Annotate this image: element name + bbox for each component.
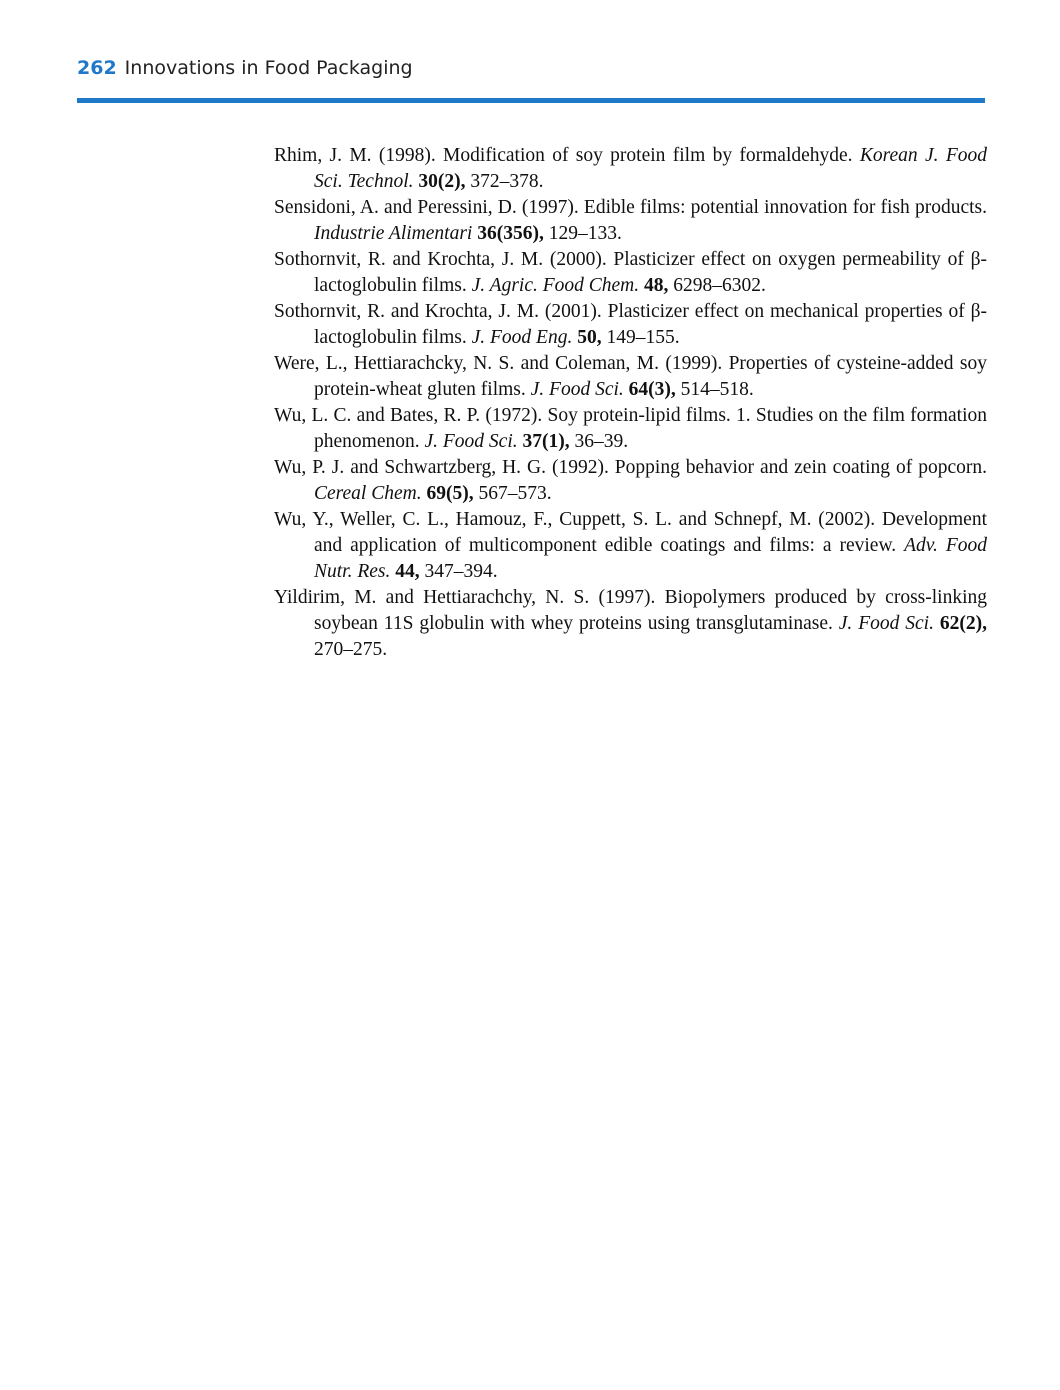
reference-item <box>274 403 987 455</box>
reference-pages: 567–573. <box>478 483 552 504</box>
reference-item <box>274 507 987 585</box>
running-head <box>77 57 413 79</box>
page-number: 262 <box>77 57 117 79</box>
reference-pages: 514–518. <box>680 379 754 400</box>
reference-volume: 44, <box>395 561 420 582</box>
reference-authors: Wu, Y., Weller, C. L., Hamouz, F., Cuppett, S. L. and Schnepf, M. (2002). Development and application of multicomponent edible coatings and films: a review. <box>274 509 987 556</box>
reference-volume: 64(3), <box>628 379 676 400</box>
running-title: Innovations in Food Packaging <box>124 57 413 79</box>
reference-volume: 48, <box>644 275 669 296</box>
reference-volume: 50, <box>577 327 602 348</box>
reference-item <box>274 247 987 299</box>
reference-authors: Sensidoni, A. and Peressini, D. (1997). Edible films: potential innovation for fish products. <box>274 197 987 218</box>
reference-item <box>274 299 987 351</box>
reference-pages: 149–155. <box>606 327 680 348</box>
reference-journal: J. Food Eng. <box>471 327 573 348</box>
reference-item <box>274 585 987 663</box>
reference-volume: 30(2), <box>418 171 466 192</box>
reference-authors: Sothornvit, R. and Krochta, J. M. (2000). Plasticizer effect on oxygen permeability of β-lactoglobulin films. <box>274 249 987 296</box>
reference-authors: Rhim, J. M. (1998). Modification of soy protein film by formaldehyde. <box>274 145 860 166</box>
reference-volume: 62(2), <box>939 613 987 634</box>
reference-item <box>274 351 987 403</box>
reference-authors: Sothornvit, R. and Krochta, J. M. (2001). Plasticizer effect on mechanical properties of β-lactoglobulin films. <box>274 301 987 348</box>
reference-authors: Wu, P. J. and Schwartzberg, H. G. (1992). Popping behavior and zein coating of popcorn. <box>274 457 987 478</box>
reference-pages: 6298–6302. <box>673 275 766 296</box>
reference-volume: 69(5), <box>426 483 474 504</box>
reference-journal: Korean J. Food Sci. Technol. <box>314 145 988 192</box>
reference-volume: 37(1), <box>522 431 570 452</box>
reference-authors: Wu, L. C. and Bates, R. P. (1972). Soy protein-lipid films. 1. Studies on the film formation phenomenon. <box>274 405 987 452</box>
reference-journal: J. Agric. Food Chem. <box>471 275 640 296</box>
reference-pages: 129–133. <box>548 223 622 244</box>
reference-journal: J. Food Sci. <box>530 379 624 400</box>
reference-pages: 270–275. <box>314 639 388 660</box>
reference-authors: Were, L., Hettiarachcky, N. S. and Coleman, M. (1999). Properties of cysteine-added soy protein-wheat gluten films. <box>274 353 987 400</box>
reference-journal: J. Food Sci. <box>838 613 934 634</box>
reference-pages: 347–394. <box>424 561 498 582</box>
header-rule <box>77 98 985 103</box>
reference-volume: 36(356), <box>477 223 544 244</box>
reference-journal: Industrie Alimentari <box>314 223 473 244</box>
reference-item <box>274 455 987 507</box>
reference-pages: 36–39. <box>574 431 629 452</box>
reference-list <box>274 143 987 663</box>
reference-item <box>274 143 987 195</box>
reference-journal: Adv. Food Nutr. Res. <box>314 535 987 582</box>
reference-item <box>274 195 987 247</box>
reference-journal: Cereal Chem. <box>314 483 422 504</box>
reference-pages: 372–378. <box>470 171 544 192</box>
reference-journal: J. Food Sci. <box>424 431 518 452</box>
reference-authors: Yildirim, M. and Hettiarachchy, N. S. (1997). Biopolymers produced by cross-linking soybean 11S globulin with whey proteins using transglutaminase. <box>274 587 987 634</box>
